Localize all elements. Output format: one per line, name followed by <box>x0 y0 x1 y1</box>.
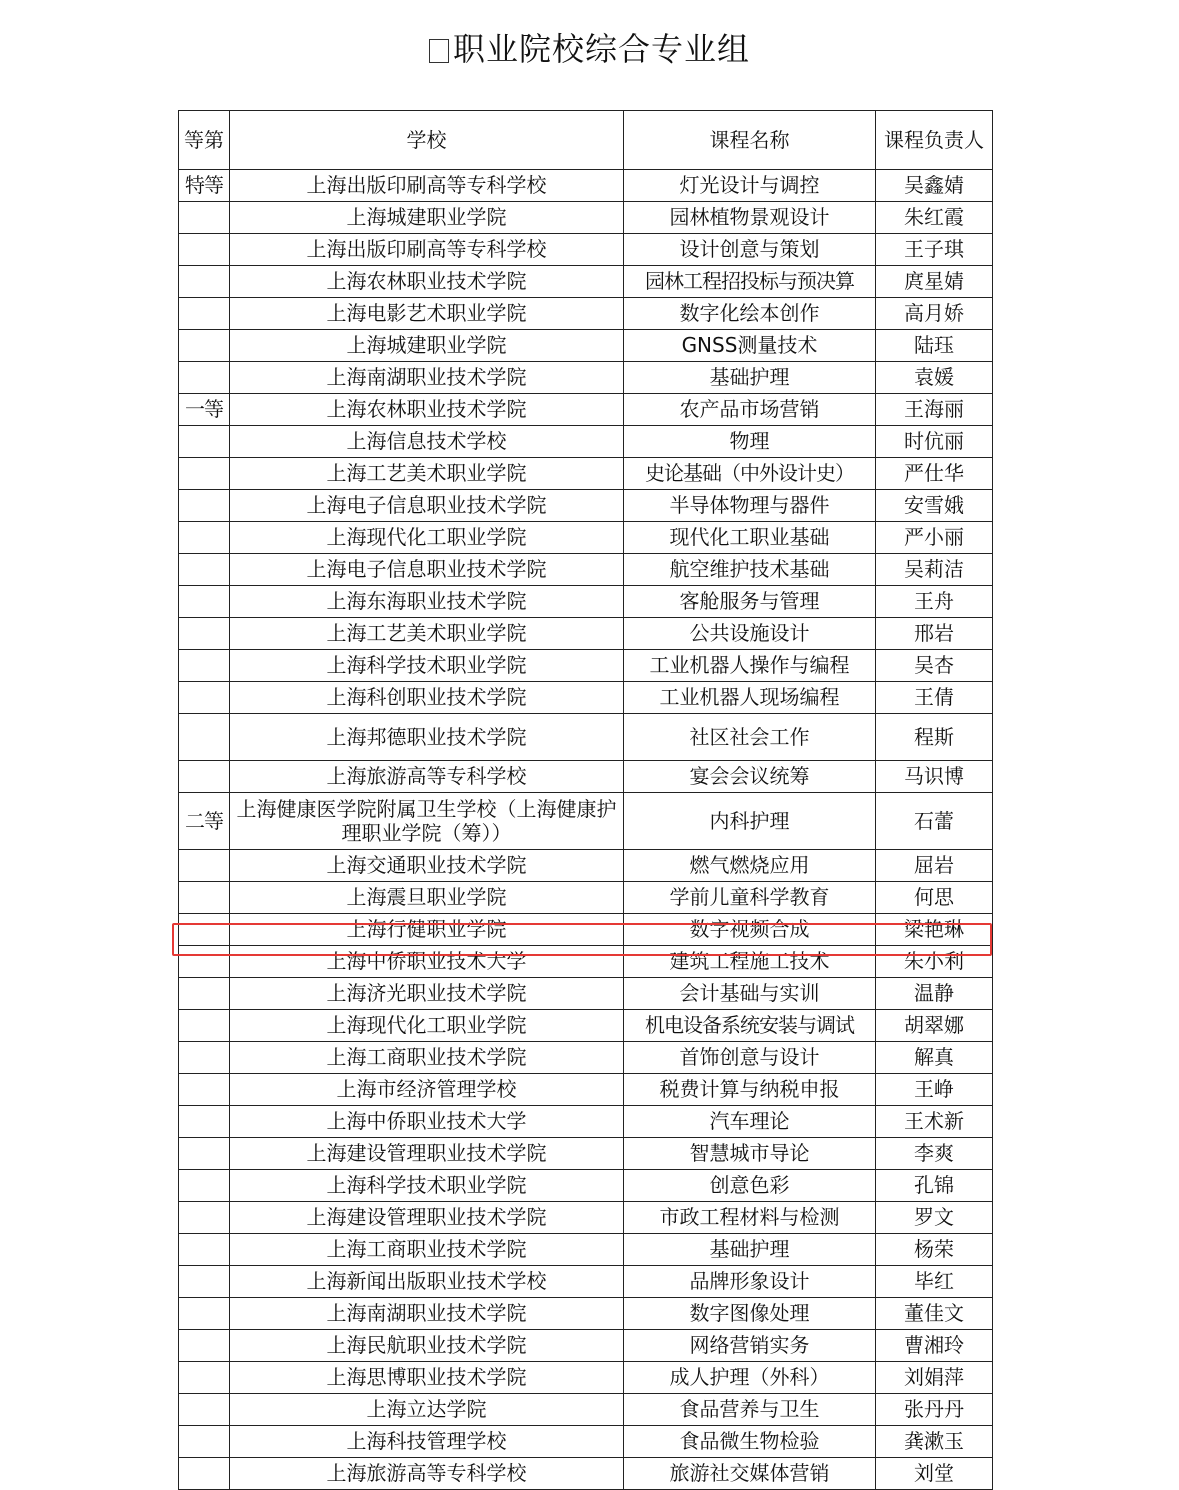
cell-award <box>179 618 230 650</box>
cell-leader: 王峥 <box>876 1074 993 1106</box>
cell-leader: 袁媛 <box>876 362 993 394</box>
cell-course: 市政工程材料与检测 <box>624 1202 876 1234</box>
cell-course: 基础护理 <box>624 1234 876 1266</box>
table-row <box>179 882 993 914</box>
cell-course: 数字图像处理 <box>624 1298 876 1330</box>
cell-school: 上海出版印刷高等专科学校 <box>230 170 624 202</box>
cell-school: 上海科创职业技术学院 <box>230 682 624 714</box>
cell-award <box>179 978 230 1010</box>
table-row <box>179 714 993 761</box>
cell-award <box>179 1138 230 1170</box>
table-row <box>179 1106 993 1138</box>
cell-leader: 严小丽 <box>876 522 993 554</box>
cell-award <box>179 946 230 978</box>
table-row <box>179 266 993 298</box>
table-row <box>179 330 993 362</box>
cell-award <box>179 1202 230 1234</box>
missing-glyph-box-icon <box>429 39 449 63</box>
table-row <box>179 362 993 394</box>
cell-school: 上海思博职业技术学院 <box>230 1362 624 1394</box>
cell-school: 上海信息技术学校 <box>230 426 624 458</box>
cell-school: 上海旅游高等专科学校 <box>230 1458 624 1490</box>
cell-award <box>179 554 230 586</box>
cell-leader: 何思 <box>876 882 993 914</box>
cell-course: 食品微生物检验 <box>624 1426 876 1458</box>
cell-award <box>179 1106 230 1138</box>
table-row <box>179 946 993 978</box>
cell-school: 上海工艺美术职业学院 <box>230 618 624 650</box>
cell-course: 园林植物景观设计 <box>624 202 876 234</box>
cell-school: 上海工商职业技术学院 <box>230 1042 624 1074</box>
cell-leader: 马识博 <box>876 761 993 793</box>
cell-course: GNSS测量技术 <box>624 330 876 362</box>
cell-course: 公共设施设计 <box>624 618 876 650</box>
cell-leader: 吴杏 <box>876 650 993 682</box>
cell-leader: 王舟 <box>876 586 993 618</box>
cell-award: 特等 <box>179 170 230 202</box>
cell-leader: 朱小利 <box>876 946 993 978</box>
cell-award <box>179 1042 230 1074</box>
cell-leader: 吴莉洁 <box>876 554 993 586</box>
cell-leader: 严仕华 <box>876 458 993 490</box>
table-row <box>179 234 993 266</box>
cell-leader: 王术新 <box>876 1106 993 1138</box>
cell-course: 旅游社交媒体营销 <box>624 1458 876 1490</box>
table-row <box>179 1074 993 1106</box>
cell-course: 工业机器人现场编程 <box>624 682 876 714</box>
table-body <box>179 170 993 1490</box>
cell-course: 工业机器人操作与编程 <box>624 650 876 682</box>
cell-school: 上海震旦职业学院 <box>230 882 624 914</box>
cell-award <box>179 850 230 882</box>
table-row <box>179 298 993 330</box>
header-award: 等第 <box>179 111 230 170</box>
cell-school: 上海立达学院 <box>230 1394 624 1426</box>
cell-school: 上海农林职业技术学院 <box>230 266 624 298</box>
cell-school: 上海电影艺术职业学院 <box>230 298 624 330</box>
cell-leader: 孔锦 <box>876 1170 993 1202</box>
cell-school: 上海东海职业技术学院 <box>230 586 624 618</box>
cell-school: 上海工商职业技术学院 <box>230 1234 624 1266</box>
table-row <box>179 650 993 682</box>
awards-table <box>178 110 993 1490</box>
cell-award <box>179 682 230 714</box>
cell-leader: 石蕾 <box>876 793 993 850</box>
table-row <box>179 458 993 490</box>
cell-award: 一等 <box>179 394 230 426</box>
cell-award <box>179 1394 230 1426</box>
cell-leader: 王倩 <box>876 682 993 714</box>
cell-school: 上海现代化工职业学院 <box>230 1010 624 1042</box>
table-row <box>179 426 993 458</box>
cell-school: 上海出版印刷高等专科学校 <box>230 234 624 266</box>
cell-school: 上海工艺美术职业学院 <box>230 458 624 490</box>
cell-award <box>179 202 230 234</box>
cell-leader: 高月娇 <box>876 298 993 330</box>
table-row <box>179 1362 993 1394</box>
cell-award <box>179 1234 230 1266</box>
cell-leader: 时伉丽 <box>876 426 993 458</box>
cell-leader: 程斯 <box>876 714 993 761</box>
cell-school: 上海市经济管理学校 <box>230 1074 624 1106</box>
cell-leader: 曹湘玲 <box>876 1330 993 1362</box>
table-row <box>179 1298 993 1330</box>
cell-school: 上海建设管理职业技术学院 <box>230 1202 624 1234</box>
cell-leader: 胡翠娜 <box>876 1010 993 1042</box>
table-row <box>179 490 993 522</box>
table-row <box>179 202 993 234</box>
cell-course: 客舱服务与管理 <box>624 586 876 618</box>
cell-school: 上海民航职业技术学院 <box>230 1330 624 1362</box>
cell-school: 上海旅游高等专科学校 <box>230 761 624 793</box>
cell-school: 上海电子信息职业技术学院 <box>230 554 624 586</box>
cell-leader: 陆珏 <box>876 330 993 362</box>
cell-school: 上海邦德职业技术学院 <box>230 714 624 761</box>
cell-course: 现代化工职业基础 <box>624 522 876 554</box>
cell-school: 上海中侨职业技术大学 <box>230 946 624 978</box>
cell-course: 数字视频合成 <box>624 914 876 946</box>
cell-course: 燃气燃烧应用 <box>624 850 876 882</box>
cell-school: 上海交通职业技术学院 <box>230 850 624 882</box>
table-row <box>179 1202 993 1234</box>
cell-course: 建筑工程施工技术 <box>624 946 876 978</box>
table-row <box>179 761 993 793</box>
cell-school: 上海科学技术职业学院 <box>230 1170 624 1202</box>
cell-leader: 李爽 <box>876 1138 993 1170</box>
table-row <box>179 394 993 426</box>
cell-school: 上海中侨职业技术大学 <box>230 1106 624 1138</box>
table-row <box>179 1138 993 1170</box>
cell-leader: 刘堂 <box>876 1458 993 1490</box>
cell-school: 上海农林职业技术学院 <box>230 394 624 426</box>
cell-course: 数字化绘本创作 <box>624 298 876 330</box>
cell-school: 上海城建职业学院 <box>230 330 624 362</box>
cell-leader: 王海丽 <box>876 394 993 426</box>
cell-leader: 温静 <box>876 978 993 1010</box>
cell-course: 汽车理论 <box>624 1106 876 1138</box>
cell-leader: 朱红霞 <box>876 202 993 234</box>
cell-school: 上海建设管理职业技术学院 <box>230 1138 624 1170</box>
cell-course: 基础护理 <box>624 362 876 394</box>
cell-award: 二等 <box>179 793 230 850</box>
cell-award <box>179 586 230 618</box>
cell-leader: 龚漱玉 <box>876 1426 993 1458</box>
cell-school: 上海新闻出版职业技术学校 <box>230 1266 624 1298</box>
table-row <box>179 793 993 850</box>
cell-leader: 解真 <box>876 1042 993 1074</box>
cell-award <box>179 362 230 394</box>
table-row <box>179 170 993 202</box>
cell-school: 上海南湖职业技术学院 <box>230 362 624 394</box>
cell-award <box>179 761 230 793</box>
cell-award <box>179 330 230 362</box>
cell-award <box>179 234 230 266</box>
cell-award <box>179 882 230 914</box>
table-row <box>179 978 993 1010</box>
cell-leader: 屈岩 <box>876 850 993 882</box>
cell-award <box>179 1074 230 1106</box>
cell-award <box>179 266 230 298</box>
cell-course: 食品营养与卫生 <box>624 1394 876 1426</box>
table-header-row <box>179 111 993 170</box>
table-row <box>179 1330 993 1362</box>
cell-course: 成人护理（外科） <box>624 1362 876 1394</box>
cell-school: 上海济光职业技术学院 <box>230 978 624 1010</box>
cell-award <box>179 1266 230 1298</box>
cell-course: 创意色彩 <box>624 1170 876 1202</box>
cell-leader: 刘娟萍 <box>876 1362 993 1394</box>
cell-award <box>179 1458 230 1490</box>
cell-course: 社区社会工作 <box>624 714 876 761</box>
cell-course: 内科护理 <box>624 793 876 850</box>
cell-award <box>179 914 230 946</box>
cell-course: 网络营销实务 <box>624 1330 876 1362</box>
table-row <box>179 850 993 882</box>
cell-award <box>179 650 230 682</box>
table-row <box>179 1458 993 1490</box>
cell-school: 上海现代化工职业学院 <box>230 522 624 554</box>
cell-school: 上海南湖职业技术学院 <box>230 1298 624 1330</box>
cell-award <box>179 490 230 522</box>
cell-leader: 罗文 <box>876 1202 993 1234</box>
table-row <box>179 1266 993 1298</box>
cell-course: 会计基础与实训 <box>624 978 876 1010</box>
cell-award <box>179 1330 230 1362</box>
cell-course: 品牌形象设计 <box>624 1266 876 1298</box>
cell-course: 智慧城市导论 <box>624 1138 876 1170</box>
header-course: 课程名称 <box>624 111 876 170</box>
cell-leader: 王子琪 <box>876 234 993 266</box>
table-row <box>179 1426 993 1458</box>
cell-leader: 安雪娥 <box>876 490 993 522</box>
cell-school: 上海健康医学院附属卫生学校（上海健康护理职业学院（筹）） <box>230 793 624 850</box>
cell-course: 半导体物理与器件 <box>624 490 876 522</box>
page-title-text: 职业院校综合专业组 <box>452 30 750 68</box>
cell-school: 上海行健职业学院 <box>230 914 624 946</box>
cell-award <box>179 522 230 554</box>
cell-course: 机电设备系统安装与调试 <box>624 1010 876 1042</box>
cell-award <box>179 426 230 458</box>
cell-leader: 毕红 <box>876 1266 993 1298</box>
cell-course: 园林工程招投标与预决算 <box>624 266 876 298</box>
table-row <box>179 1042 993 1074</box>
cell-course: 史论基础（中外设计史） <box>624 458 876 490</box>
cell-award <box>179 458 230 490</box>
cell-course: 首饰创意与设计 <box>624 1042 876 1074</box>
cell-leader: 董佳文 <box>876 1298 993 1330</box>
cell-leader: 庹星婧 <box>876 266 993 298</box>
cell-course: 航空维护技术基础 <box>624 554 876 586</box>
cell-award <box>179 1362 230 1394</box>
cell-course: 灯光设计与调控 <box>624 170 876 202</box>
table-row <box>179 1234 993 1266</box>
header-school: 学校 <box>230 111 624 170</box>
cell-course: 物理 <box>624 426 876 458</box>
cell-award <box>179 298 230 330</box>
cell-award <box>179 1170 230 1202</box>
table-row <box>179 1010 993 1042</box>
table-row <box>179 914 993 946</box>
cell-course: 设计创意与策划 <box>624 234 876 266</box>
cell-school: 上海科学技术职业学院 <box>230 650 624 682</box>
cell-award <box>179 1010 230 1042</box>
cell-leader: 吴鑫婧 <box>876 170 993 202</box>
cell-award <box>179 714 230 761</box>
cell-award <box>179 1298 230 1330</box>
table-row <box>179 522 993 554</box>
cell-school: 上海城建职业学院 <box>230 202 624 234</box>
table-row <box>179 618 993 650</box>
table-row <box>179 682 993 714</box>
cell-course: 农产品市场营销 <box>624 394 876 426</box>
table-row <box>179 1170 993 1202</box>
cell-leader: 杨荣 <box>876 1234 993 1266</box>
table-row <box>179 554 993 586</box>
cell-leader: 张丹丹 <box>876 1394 993 1426</box>
cell-course: 学前儿童科学教育 <box>624 882 876 914</box>
cell-school: 上海电子信息职业技术学院 <box>230 490 624 522</box>
header-leader: 课程负责人 <box>876 111 993 170</box>
cell-leader: 梁艳琳 <box>876 914 993 946</box>
page-title <box>0 24 1179 70</box>
table-row <box>179 586 993 618</box>
cell-course: 宴会会议统筹 <box>624 761 876 793</box>
table-row <box>179 1394 993 1426</box>
cell-school: 上海科技管理学校 <box>230 1426 624 1458</box>
cell-award <box>179 1426 230 1458</box>
cell-course: 税费计算与纳税申报 <box>624 1074 876 1106</box>
cell-leader: 邢岩 <box>876 618 993 650</box>
